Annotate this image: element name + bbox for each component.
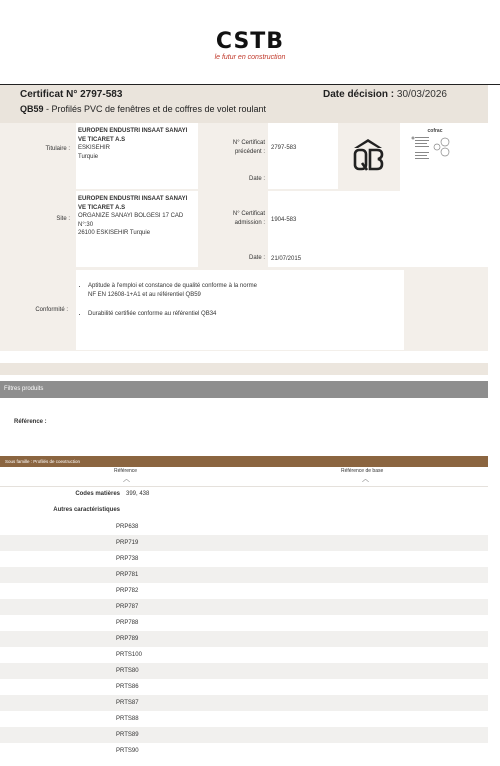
- decision-date: [323, 89, 447, 100]
- other-characteristics-label: Autres caractéristiques: [53, 507, 120, 513]
- sort-base-reference-chevron-icon[interactable]: ︿: [362, 476, 369, 483]
- row-reference: PRP782: [116, 588, 139, 594]
- product-rows: [0, 519, 488, 759]
- site-address-2: N°:30: [78, 221, 94, 228]
- titulaire-value: [78, 127, 187, 161]
- row-reference: PRP638: [116, 524, 139, 530]
- certificate-number: [20, 89, 122, 100]
- site-name-1: EUROPEN ENDUSTRI INSAAT SANAYI: [78, 196, 188, 202]
- row-reference: PRTS80: [116, 668, 139, 674]
- table-row[interactable]: [0, 727, 488, 743]
- precedent-value: 2797-583: [271, 145, 297, 151]
- column-reference[interactable]: Référence: [114, 468, 138, 474]
- sort-reference-chevron-icon[interactable]: ︿: [123, 476, 130, 483]
- table-row[interactable]: [0, 663, 488, 679]
- conformite-cell: [76, 270, 404, 350]
- cofrac-accreditation-logo: [409, 126, 457, 166]
- reference-filter-label: Référence :: [14, 419, 47, 425]
- table-row[interactable]: [0, 711, 488, 727]
- svg-text:cofrac: cofrac: [427, 128, 443, 134]
- site-address-1: ORGANIZE SANAYI BOLGESI 17 CAD: [78, 213, 184, 219]
- titulaire-city: ESKISEHIR: [78, 145, 111, 151]
- logo-main-text: CSTB: [215, 29, 285, 54]
- table-row[interactable]: [0, 551, 488, 567]
- conformite-label: Conformité :: [35, 307, 68, 313]
- decision-date-value: 30/03/2026: [396, 89, 447, 100]
- table-row[interactable]: [0, 599, 488, 615]
- row-reference: PRP719: [116, 540, 139, 546]
- admission-date: 21/07/2015: [271, 256, 302, 262]
- precedent-label: [200, 139, 265, 156]
- titulaire-label: Titulaire :: [45, 146, 70, 152]
- admission-label: [200, 210, 265, 227]
- logo-tagline: le futur en construction: [214, 54, 286, 61]
- precedent-label-2: précédent :: [234, 148, 265, 155]
- row-reference: PRTS86: [116, 684, 139, 690]
- row-reference: PRP781: [116, 572, 139, 578]
- certificate-title: [20, 104, 266, 114]
- certificate-label: Certificat N°: [20, 89, 78, 100]
- site-label: Site :: [56, 216, 70, 222]
- row-reference: PRTS87: [116, 700, 139, 706]
- titulaire-name-1: EUROPEN ENDUSTRI INSAAT SANAYI: [78, 128, 188, 134]
- table-row[interactable]: [0, 631, 488, 647]
- site-name-2: VE TICARET A.S: [78, 204, 126, 211]
- section-spacer: [0, 363, 488, 375]
- product-title: - Profilés PVC de fenêtres et de coffres de volet roulant: [46, 104, 266, 114]
- codes-matieres-label: Codes matières: [75, 491, 120, 497]
- table-row[interactable]: [0, 583, 488, 599]
- column-base-reference[interactable]: Référence de base: [341, 468, 384, 474]
- table-row[interactable]: [0, 567, 488, 583]
- table-row[interactable]: [0, 695, 488, 711]
- admission-date-label: Date :: [248, 255, 265, 261]
- row-reference: PRP787: [116, 604, 139, 610]
- filters-header[interactable]: Filtres produits: [0, 381, 488, 398]
- reference-filter: [0, 401, 488, 453]
- row-reference: PRP738: [116, 556, 139, 562]
- titulaire-name-2: VE TICARET A.S: [78, 136, 126, 143]
- table-row[interactable]: [0, 647, 488, 663]
- titulaire-country: Turquie: [78, 153, 99, 160]
- row-reference: PRTS89: [116, 732, 139, 738]
- table-row[interactable]: [0, 743, 488, 759]
- site-address-3: 26100 ESKISEHIR Turquie: [78, 230, 151, 236]
- row-reference: PRTS88: [116, 716, 139, 722]
- admission-value: 1904-583: [271, 217, 297, 223]
- decision-date-label: Date décision :: [323, 89, 395, 100]
- row-reference: PRP788: [116, 620, 139, 626]
- conformite-item-1: [88, 282, 404, 300]
- precedent-date-label: Date :: [248, 176, 265, 182]
- row-reference: PRTS100: [116, 652, 142, 658]
- precedent-label-1: N° Certificat: [232, 140, 265, 146]
- table-separator: [0, 486, 488, 487]
- conformite-item-1-line-2: NF EN 12608-1+A1 et au référentiel QB59: [88, 292, 201, 298]
- certificate-number-value: 2797-583: [80, 89, 123, 100]
- table-row[interactable]: [0, 535, 488, 551]
- conformite-item-1-line-1: Aptitude à l'emploi et constance de qualité conforme à la norme: [88, 283, 257, 289]
- site-value: [78, 195, 187, 238]
- table-row[interactable]: [0, 679, 488, 695]
- conformite-list: [76, 282, 404, 319]
- table-row[interactable]: [0, 519, 488, 535]
- codes-matieres-value: 399, 438: [126, 491, 150, 497]
- admission-label-1: N° Certificat: [232, 211, 265, 217]
- cstb-logo: [0, 30, 500, 61]
- conformite-item-2: • Durabilité certifiée conforme au référentiel QB34: [88, 310, 404, 319]
- table-row[interactable]: [0, 615, 488, 631]
- row-reference: PRP789: [116, 636, 139, 642]
- subfamily-header: Sous famille : Profilés de coextruction: [0, 456, 488, 467]
- qb-certification-logo: [352, 138, 384, 172]
- admission-label-2: admission :: [234, 219, 265, 226]
- precedent-cell: [268, 123, 338, 189]
- product-code: QB59: [20, 104, 44, 114]
- row-reference: PRTS90: [116, 748, 139, 754]
